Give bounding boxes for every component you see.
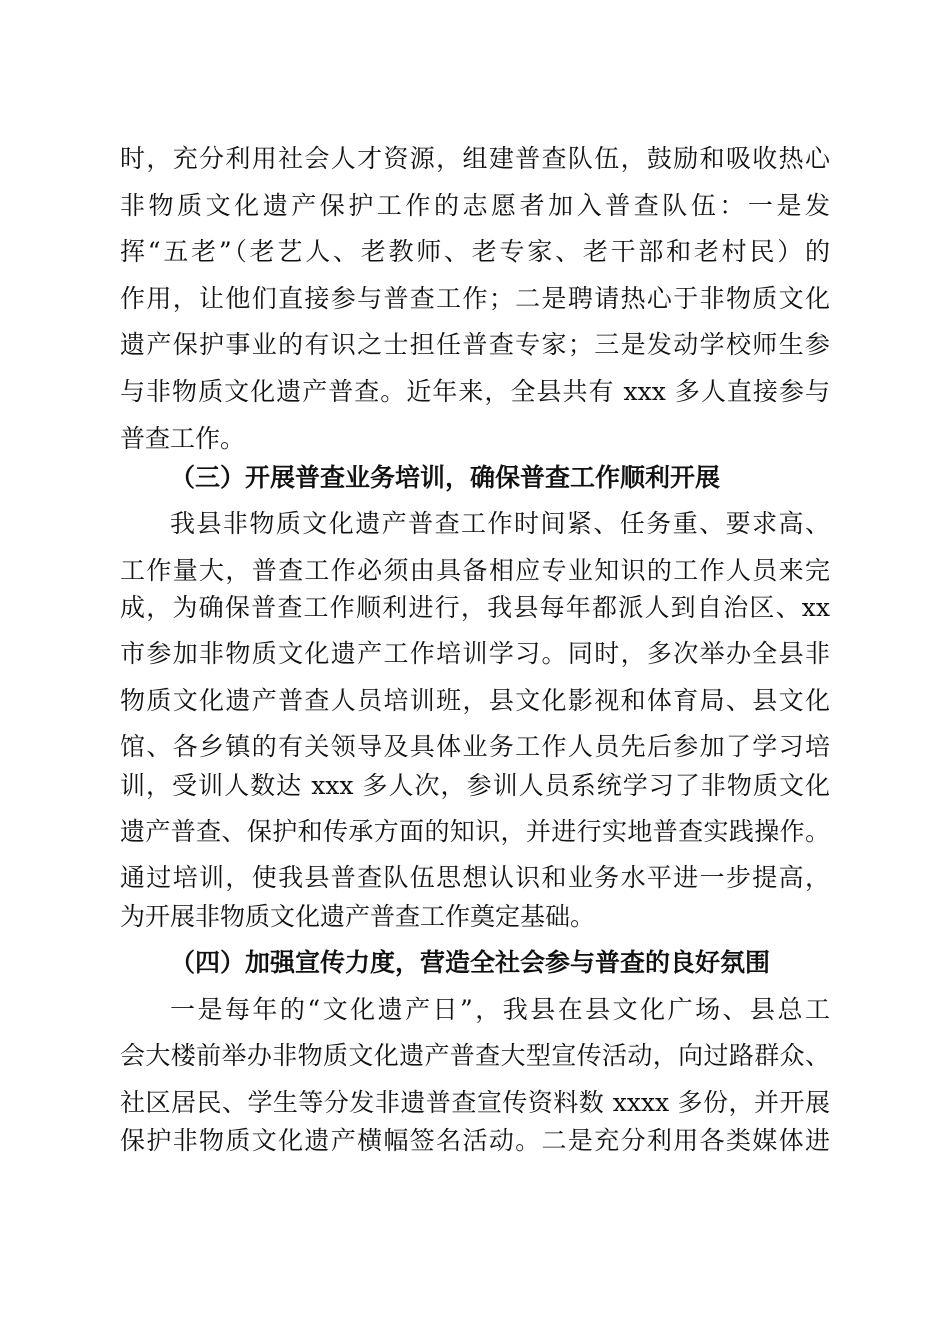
paragraph-line: 物质文化遗产普查人员培训班，县文化影视和体育局、县文化	[120, 686, 830, 715]
paragraph-line: 遗产保护事业的有识之士担任普查专家；三是发动学校师生参	[120, 330, 830, 359]
paragraph-line: 遗产普查、保护和传承方面的知识，并进行实地普查实践操作。	[120, 817, 830, 846]
paragraph-line: 社区居民、学生等分发非遗普查宣传资料数 xxxx 多份，并开展	[120, 1088, 830, 1117]
paragraph-line: 成，为确保普查工作顺利进行，我县每年都派人到自治区、xx	[120, 593, 830, 622]
paragraph-line: 我县非物质文化遗产普查工作时间紧、任务重、要求高、	[170, 509, 830, 538]
paragraph-line: 馆、各乡镇的有关领导及具体业务工作人员先后参加了学习培	[120, 732, 830, 761]
paragraph-line: 通过培训，使我县普查队伍思想认识和业务水平进一步提高，	[120, 863, 830, 892]
paragraph-line: 与非物质文化遗产普查。近年来，全县共有 xxx 多人直接参与	[120, 377, 830, 406]
paragraph-line: 训，受训人数达 xxx 多人次，参训人员系统学习了非物质文化	[120, 771, 830, 800]
paragraph-line: 为开展非物质文化遗产普查工作奠定基础。	[120, 902, 596, 931]
paragraph-line: 普查工作。	[120, 424, 246, 453]
paragraph-line: 时，充分利用社会人才资源，组建普查队伍，鼓励和吸收热心	[120, 144, 830, 173]
paragraph-line: 一是每年的“文化遗产日”，我县在县文化广场、县总工	[170, 995, 830, 1024]
paragraph-line: 非物质文化遗产保护工作的志愿者加入普查队伍：一是发	[120, 191, 830, 220]
paragraph-line: 保护非物质文化遗产横幅签名活动。二是充分利用各类媒体进	[120, 1126, 830, 1155]
paragraph-line: 挥“五老”（老艺人、老教师、老专家、老干部和老村民）的	[120, 237, 830, 266]
paragraph-line: 市参加非物质文化遗产工作培训学习。同时，多次举办全县非	[120, 639, 830, 668]
section-heading: （四）加强宣传力度，营造全社会参与普查的良好氛围	[170, 948, 771, 977]
section-heading: （三）开展普查业务培训，确保普查工作顺利开展	[170, 463, 721, 492]
paragraph-line: 工作量大，普查工作必须由具备相应专业知识的工作人员来完	[120, 556, 830, 585]
paragraph-line: 作用，让他们直接参与普查工作；二是聘请热心于非物质文化	[120, 284, 830, 313]
paragraph-line: 会大楼前举办非物质文化遗产普查大型宣传活动，向过路群众、	[120, 1041, 830, 1070]
